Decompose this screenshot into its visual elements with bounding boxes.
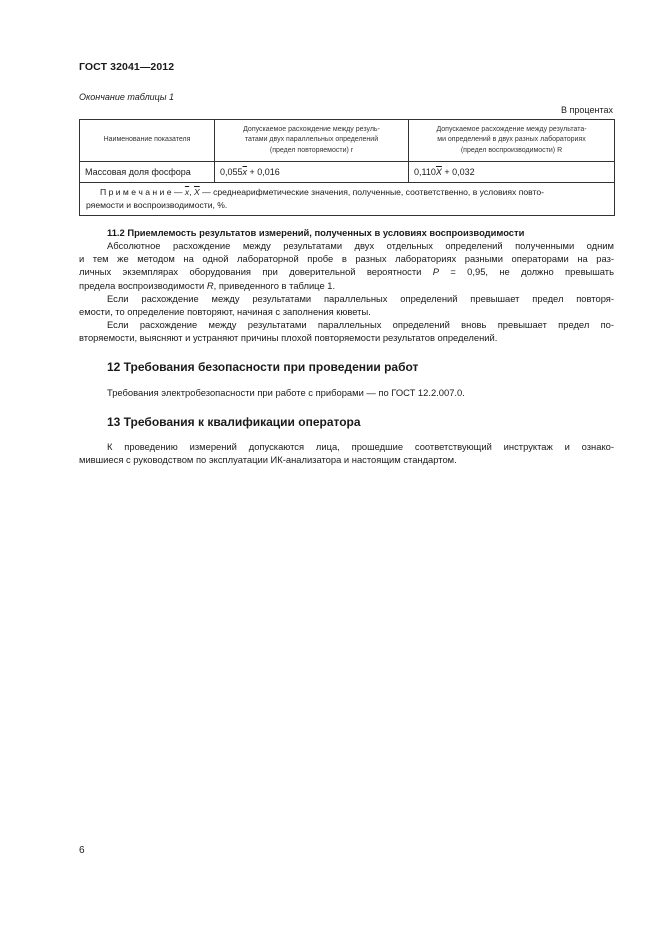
table-units-label: В процентах [561, 105, 613, 115]
table-continuation-caption: Окончание таблицы 1 [79, 92, 174, 102]
section-11-2-paragraph-2: Если расхождение между результатами параллельных определений превышает предел повторя- емости, то определение повторяют, начиная с заполнения кюветы. [79, 293, 614, 318]
section-12-text: Требования электробезопасности при работе с приборами — по ГОСТ 12.2.007.0. [107, 387, 465, 398]
table-note-row [80, 183, 615, 216]
table-note: П р и м е ч а н и е — $\overline{x}$, $\overline{X}$ — среднеарифметические значения, полученные, соответственно, в условиях повто- ряемости и воспроизводимости, %. [80, 183, 615, 216]
p1-line-4: предела воспроизводимости R, приведенного в таблице 1. [79, 279, 336, 291]
cell-reproducibility-formula: $0,110\overline{X} + 0,032$ [409, 162, 615, 183]
note-label: П р и м е ч а н и е [100, 187, 172, 197]
cell-indicator-name: Массовая доля фосфора [80, 162, 215, 183]
header-reproducibility-limit: Допускаемое расхождение между результата- ми определений в двух разных лабораториях (предел воспроизводимости) R [409, 120, 615, 162]
page-number: 6 [79, 845, 85, 856]
header-indicator-name: Наименование показателя [80, 120, 215, 162]
table-row [80, 162, 615, 183]
section-12-heading: 12 Требования безопасности при проведении работ [107, 360, 419, 374]
header-repeatability-limit: Допускаемое расхождение между резуль- татами двух параллельных определений (предел повторяемости) r [215, 120, 409, 162]
section-13-heading: 13 Требования к квалификации оператора [107, 415, 361, 429]
p1-line-3: личных экземплярах оборудования при доверительной вероятности P = 0,95, не должно превышать [79, 266, 614, 278]
limits-table [79, 119, 615, 216]
document-header: ГОСТ 32041—2012 [79, 61, 175, 73]
section-13-text: К проведению измерений допускаются лица, прошедшие соответствующий инструктаж и ознако- мившиеся с руководством по эксплуатации ИК-анализатора и настоящим стандартом. [79, 441, 614, 466]
table-header-row [80, 120, 615, 162]
cell-repeatability-formula: $0,055\overline{x} + 0,016$ [215, 162, 409, 183]
section-11-2-paragraph-3: Если расхождение между результатами параллельных определений вновь превышает предел по- вторяемости, выясняют и устраняют причины плохой повторяемости результатов определений. [79, 319, 614, 344]
section-11-2-paragraph-1: Абсолютное расхождение между результатами двух отдельных определений полученными одним и тем же методом на одной лабораторной пробе в разных лабораториях разными операторами на раз- личных экземплярах оборудования при доверительной вероятности P = 0,95, не должно превышать предела воспроизводимости R, приведенного в таблице 1. [79, 240, 614, 291]
section-11-2-title: 11.2 Приемлемость результатов измерений, полученных в условиях воспроизводимости [107, 227, 525, 238]
